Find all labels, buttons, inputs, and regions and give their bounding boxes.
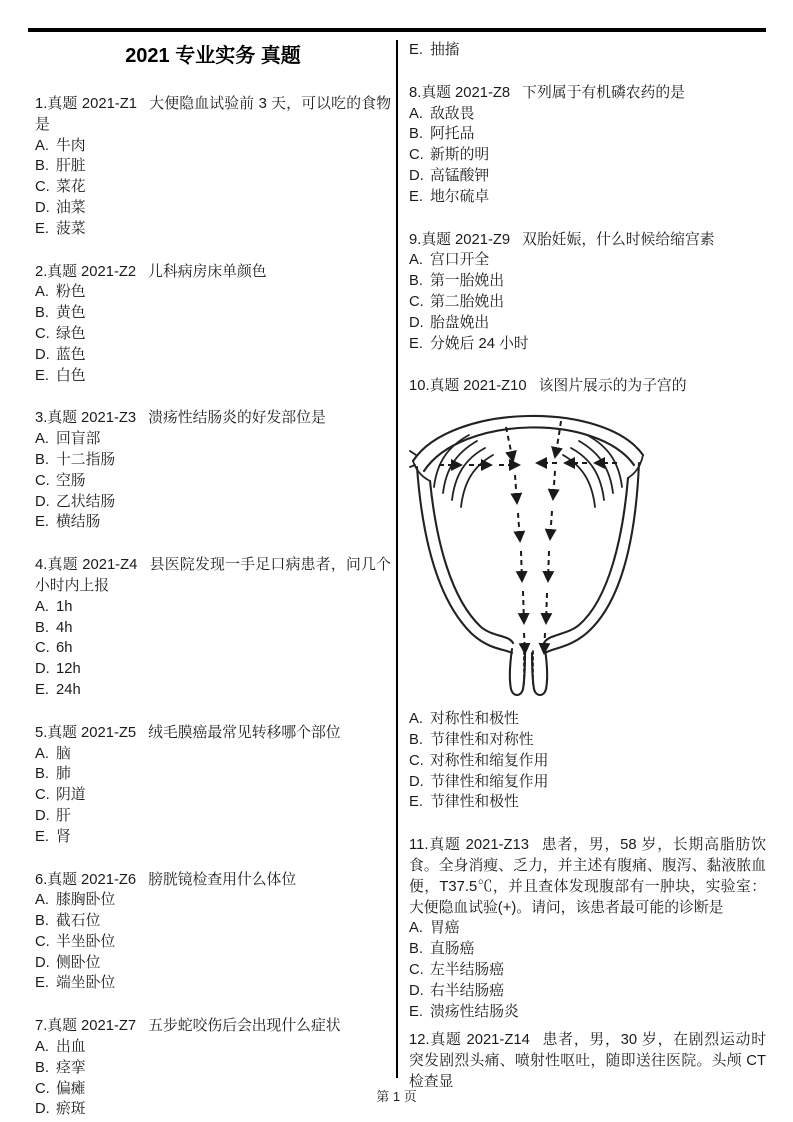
option-letter: C. — [35, 179, 50, 196]
option — [35, 659, 391, 680]
option-letter: A. — [409, 920, 423, 937]
option-text: 截石位 — [56, 913, 101, 930]
option-letter: E. — [35, 681, 49, 698]
option-letter: A. — [35, 598, 49, 615]
option — [35, 890, 391, 911]
option — [409, 250, 766, 271]
question-5 — [35, 723, 391, 848]
option-text: 十二指肠 — [56, 451, 116, 468]
option — [35, 303, 391, 324]
option-text: 敌敌畏 — [430, 105, 475, 122]
option-text: 黄色 — [56, 305, 86, 322]
option — [35, 680, 391, 701]
header-double-rule — [28, 28, 766, 32]
option-letter: C. — [409, 961, 424, 978]
question-text: 儿科病房床单颜色 — [148, 263, 267, 280]
question-text: 溃疡性结肠炎的好发部位是 — [148, 410, 326, 427]
option-text: 偏瘫 — [56, 1080, 86, 1097]
option-text: 分娩后 24 小时 — [430, 335, 529, 352]
option-letter: D. — [409, 314, 424, 331]
option — [35, 618, 391, 639]
option-letter: D. — [409, 982, 424, 999]
question-4 — [35, 555, 391, 701]
question-number: 10.真题 2021-Z10 — [409, 378, 527, 395]
question-number: 4.真题 2021-Z4 — [35, 557, 138, 574]
option — [409, 145, 766, 166]
option-letter: B. — [409, 273, 423, 290]
option-text: 瘀斑 — [56, 1101, 86, 1118]
option-text: 菠菜 — [56, 220, 86, 237]
option-letter: C. — [35, 472, 50, 489]
option-letter: C. — [35, 933, 50, 950]
option-text: 第二胎娩出 — [430, 293, 504, 310]
option — [35, 471, 391, 492]
question-stem — [35, 408, 391, 429]
option — [409, 166, 766, 187]
option-letter: D. — [35, 807, 50, 824]
option-text: 阿托品 — [430, 126, 475, 143]
option — [35, 1058, 391, 1079]
option — [35, 198, 391, 219]
option-text: 12h — [56, 661, 81, 678]
question-number: 6.真题 2021-Z6 — [35, 871, 137, 888]
option — [35, 156, 391, 177]
option — [35, 512, 391, 533]
option-text: 对称性和缩复作用 — [430, 752, 549, 769]
right-column — [409, 40, 766, 1093]
option-letter: A. — [35, 431, 49, 448]
option-text: 蓝色 — [56, 346, 86, 363]
question-number: 7.真题 2021-Z7 — [35, 1018, 137, 1035]
option-letter: B. — [35, 305, 49, 322]
option — [35, 764, 391, 785]
question-stem — [409, 376, 766, 397]
option — [35, 450, 391, 471]
question-text: 患者，男，58 岁，长期高脂肪饮食。全身消瘦、乏力，并主述有腹痛、腹泻、黏液脓血便，T37.5℃，并且查体发现腹部有一肿块，实验室：大便隐血试验(+)。请问，该患者最可能的诊断是 — [409, 837, 766, 916]
option-text: 肺 — [56, 766, 71, 783]
question-text: 下列属于有机磷农药的是 — [522, 84, 685, 101]
option — [409, 292, 766, 313]
question-10 — [409, 376, 766, 813]
option-text: 高锰酸钾 — [430, 167, 490, 184]
option — [409, 124, 766, 145]
option — [409, 187, 766, 208]
option-text: 半坐卧位 — [56, 933, 116, 950]
option-text: 乙状结肠 — [56, 493, 116, 510]
option-text: 1h — [56, 598, 73, 615]
question-number: 2.真题 2021-Z2 — [35, 263, 137, 280]
option-text: 抽搐 — [430, 42, 460, 58]
question-text: 该图片展示的为子宫的 — [538, 378, 687, 395]
option-text: 端坐卧位 — [56, 975, 116, 992]
option — [35, 827, 391, 848]
option-letter: B. — [35, 766, 49, 783]
option-text: 24h — [56, 681, 81, 698]
option-text: 牛肉 — [56, 137, 86, 154]
option-text: 侧卧位 — [56, 954, 101, 971]
option-text: 节律性和极性 — [430, 794, 519, 811]
question-text: 患者，男，30 岁，在剧烈运动时突发剧烈头痛、喷射性呕吐，随即送往医院。头颅 CT 检查显 — [409, 1032, 766, 1090]
question-number: 11.真题 2021-Z13 — [409, 837, 529, 854]
option-letter: C. — [409, 293, 424, 310]
option-text: 新斯的明 — [430, 147, 490, 164]
option — [35, 911, 391, 932]
page-title: 2021 专业实务 真题 — [125, 45, 301, 67]
question-9 — [409, 230, 766, 355]
option-letter: A. — [35, 284, 49, 301]
question-text: 绒毛膜癌最常见转移哪个部位 — [148, 724, 341, 741]
option-letter: D. — [409, 167, 424, 184]
option-letter: B. — [35, 619, 49, 636]
option-letter: E. — [35, 514, 49, 531]
option — [35, 638, 391, 659]
option-text: 横结肠 — [56, 514, 101, 531]
option-letter: B. — [409, 731, 423, 748]
option — [35, 366, 391, 387]
question-stem — [35, 870, 391, 891]
option-letter: E. — [35, 975, 49, 992]
option-letter: B. — [409, 941, 423, 958]
option-letter: B. — [35, 1059, 49, 1076]
left-column — [35, 42, 391, 1120]
question-stem — [35, 555, 391, 597]
question-stem — [409, 230, 766, 251]
option — [409, 918, 766, 939]
option — [409, 772, 766, 793]
option-text: 节律性和对称性 — [430, 731, 534, 748]
option-letter: D. — [35, 493, 50, 510]
question-2 — [35, 262, 391, 387]
option — [409, 40, 766, 61]
option — [409, 104, 766, 125]
option-letter: C. — [409, 752, 424, 769]
option — [35, 219, 391, 240]
question-number: 9.真题 2021-Z9 — [409, 231, 511, 248]
option-text: 空肠 — [56, 472, 86, 489]
question-text: 五步蛇咬伤后会出现什么症状 — [148, 1018, 341, 1035]
option-letter: B. — [35, 913, 49, 930]
option — [35, 324, 391, 345]
option-text: 右半结肠癌 — [430, 982, 504, 999]
option-text: 肝 — [56, 807, 71, 824]
question-stem — [409, 83, 766, 104]
question-stem — [35, 94, 391, 136]
question-text: 膀胱镜检查用什么体位 — [148, 871, 297, 888]
question-text: 双胎妊娠，什么时候给缩宫素 — [522, 231, 715, 248]
option-text: 脑 — [56, 745, 71, 762]
option-text: 地尔硫卓 — [430, 188, 490, 205]
column-divider — [396, 40, 398, 1078]
option — [35, 973, 391, 994]
option-letter: B. — [35, 158, 49, 175]
option — [409, 1002, 766, 1023]
option-text: 出血 — [56, 1039, 86, 1056]
option-text: 膝胸卧位 — [56, 892, 116, 909]
option-text: 胎盘娩出 — [430, 314, 490, 331]
option-letter: E. — [409, 1003, 423, 1020]
question-number: 1.真题 2021-Z1 — [35, 96, 138, 112]
option-letter: D. — [35, 954, 50, 971]
option-letter: E. — [409, 335, 423, 352]
option-text: 菜花 — [56, 179, 86, 196]
option-letter: A. — [35, 745, 49, 762]
option — [409, 751, 766, 772]
option-text: 第一胎娩出 — [430, 273, 504, 290]
option-letter: D. — [35, 661, 50, 678]
option-text: 油菜 — [56, 199, 86, 216]
option — [35, 744, 391, 765]
option-letter: C. — [35, 1080, 50, 1097]
option-letter: C. — [35, 325, 50, 342]
option — [409, 730, 766, 751]
option-letter: E. — [35, 220, 49, 237]
option — [35, 953, 391, 974]
option-letter: D. — [35, 346, 50, 363]
question-8 — [409, 83, 766, 208]
option-text: 肝脏 — [56, 158, 86, 175]
option-letter: C. — [35, 640, 50, 657]
option-text: 绿色 — [56, 325, 86, 342]
option-text: 直肠癌 — [430, 941, 475, 958]
option-text: 宫口开全 — [430, 252, 490, 269]
question-text: 大便隐血试验前 3 天，可以吃的食物是 — [35, 96, 392, 133]
option-text: 溃疡性结肠炎 — [430, 1003, 519, 1020]
option-letter: B. — [35, 451, 49, 468]
question-number: 5.真题 2021-Z5 — [35, 724, 137, 741]
option-letter: A. — [35, 892, 49, 909]
option-text: 回盲部 — [56, 431, 101, 448]
option-letter: D. — [409, 773, 424, 790]
option-letter: E. — [409, 188, 423, 205]
option — [409, 981, 766, 1002]
option — [35, 597, 391, 618]
option-letter: A. — [35, 137, 49, 154]
option — [409, 313, 766, 334]
uterus-contraction-diagram — [409, 401, 647, 701]
option-text: 胃癌 — [430, 920, 460, 937]
option — [35, 345, 391, 366]
option-letter: A. — [409, 252, 423, 269]
option — [409, 709, 766, 730]
option — [409, 792, 766, 813]
option — [35, 492, 391, 513]
option-letter: C. — [409, 147, 424, 164]
option-text: 节律性和缩复作用 — [430, 773, 549, 790]
option — [35, 282, 391, 303]
question-text: 县医院发现一手足口病患者，问几个小时内上报 — [35, 557, 391, 594]
option-letter: D. — [35, 1101, 50, 1118]
question-stem — [35, 262, 391, 283]
question-stem — [409, 1030, 766, 1092]
option-letter: A. — [409, 711, 423, 728]
option-text: 白色 — [56, 367, 86, 384]
option-letter: E. — [409, 42, 423, 58]
question-number: 8.真题 2021-Z8 — [409, 84, 511, 101]
option-letter: E. — [35, 367, 49, 384]
option-letter: A. — [35, 1039, 49, 1056]
option-letter: A. — [409, 105, 423, 122]
question-stem — [409, 835, 766, 918]
question-stem — [35, 1016, 391, 1037]
question-1 — [35, 94, 391, 240]
question-12 — [409, 1030, 766, 1092]
option-text: 4h — [56, 619, 73, 636]
option-text: 6h — [56, 640, 73, 657]
question-stem — [35, 723, 391, 744]
option — [35, 932, 391, 953]
option — [409, 271, 766, 292]
option — [35, 785, 391, 806]
option-text: 左半结肠癌 — [430, 961, 504, 978]
option — [35, 177, 391, 198]
option — [409, 960, 766, 981]
option — [35, 429, 391, 450]
question-number: 12.真题 2021-Z14 — [409, 1032, 530, 1049]
option — [35, 136, 391, 157]
option-letter: C. — [35, 787, 50, 804]
option-text: 肾 — [56, 828, 71, 845]
question-3 — [35, 408, 391, 533]
option-text: 阴道 — [56, 787, 86, 804]
question-number: 3.真题 2021-Z3 — [35, 410, 137, 427]
option — [35, 1037, 391, 1058]
option-letter: D. — [35, 199, 50, 216]
option-text: 痉挛 — [56, 1059, 86, 1076]
option-letter: B. — [409, 126, 423, 143]
page-number: 第 1 页 — [376, 1089, 417, 1104]
option — [35, 806, 391, 827]
question-6 — [35, 870, 391, 995]
option-letter: E. — [409, 794, 423, 811]
question-11 — [409, 835, 766, 1022]
option — [409, 939, 766, 960]
option-letter: E. — [35, 828, 49, 845]
option — [409, 334, 766, 355]
option-text: 对称性和极性 — [430, 711, 519, 728]
option-text: 粉色 — [56, 284, 86, 301]
